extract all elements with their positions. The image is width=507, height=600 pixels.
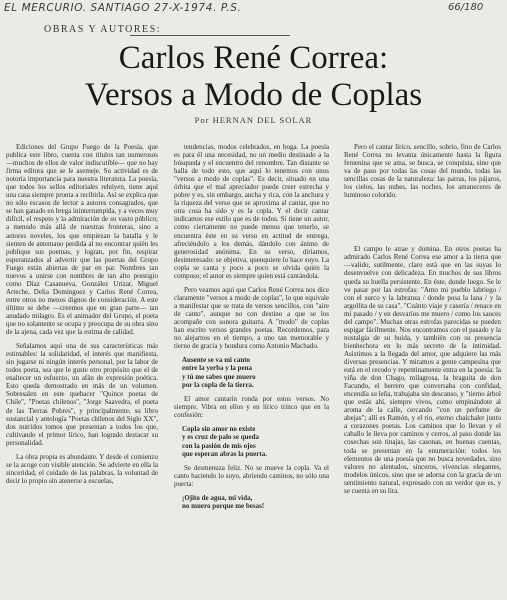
verse-line: con la pasión de mis ojos xyxy=(182,441,256,450)
title-line-2: Versos a Modo de Coplas xyxy=(84,77,423,113)
section-heading: OBRAS Y AUTORES: xyxy=(44,24,161,35)
column-1 xyxy=(6,143,158,491)
verse-line: que esperan abras la puerta. xyxy=(182,449,267,458)
verse-line: por la copla de la tierra. xyxy=(182,380,254,389)
paragraph: El campo le atrae y domina. En otros poetas ha admirado Carlos René Correa ese amor a la tierra que —valido, sutilmente, claro está que en las suyas lo desenvuelve con delicadeza. En muchos de sus libros queda su huella persistente. En éste, donde luego. Se le ve pasar por las estrofas: "Amo mi pueblo labriego / con el surco y la labranza / donde posa la lana / y la argollita de su casa". "Cuánto viaje y casería / renace en mi pasado / y en desvaríos me muero / como los sauces del campo". Muchas otras estrofas parecidas se pueden espigar fácilmente. Nos encontramos con el pasado y la nostalgia de su huida, y también con su presencia bienhechora en lo más secreto de la intimidad. Asistimos a la llegada del amor, que adquiere las más diversas presencias. Y miramos a gente campesina que está en el recodo y repentinamente entra en la poesía: la viña de don Chago, milagrosa, la braguita de don Facundo, el herrero que conversaba con confidad, encendía su leña, trabajaba sin descanso, y "tierno árbol que estás ahí, siempre vivos, como empinándote al aroma de la calle, cercando "con un perfume de abejas"; allí es Ramón, y el rio, eterno chalchaler junto a corazones poetas. Los caminos que lo llevan y el caballo le lleva por caminos y cerros, al paso donde las cosechas son tinajas, las casonas, en buenas cuentas, toda se presentan en la enumeración: todos los elementos de una poesía que no busca novedades, sino valores no alentados, sinceros, vivencias elegantes, modelos únicos, sino que se adorna con la gracia de un sentimiento natural, expresado con un verdor que es, y se cuenta en su lira. xyxy=(344,245,501,495)
column-3 xyxy=(344,143,501,501)
verse-line: y es cruz de palo se queda xyxy=(182,433,259,442)
column-2 xyxy=(174,143,329,516)
paragraph: Señalamos aquí una de sus características más estimables: la solidaridad, el interés que manifiesta, sin jugarse ni ningún interés personal, por la labor de todos poeta, sea que le guste otro propósito que el de enaltecer un esfuerzo, un afán de expresión poética. Esto queda demostrado en más de un volumen. Sobresalen en este quehacer "Quince poetas de Chile", "Poetas chilenos", "Jorge Saavedra, el poeta de las Tierras Pobres", y principalmente, su libro sustancial y antología "Poetas chilenos del Siglo XX", dos nutridos tomos que presentan a todos los que, cultivando el primor lírico, han logrado destacar su personalidad. xyxy=(6,342,158,447)
verse-line: ¡Ojito de agua, mi vida, xyxy=(182,494,253,503)
paragraph: El amor cantarín ronda por estos versos. No siempre. Vibra en ellos y en lírico trinco que en la confesión: xyxy=(174,394,329,420)
verse-line: Copla sin amor no existe xyxy=(182,425,256,434)
verse-block-2 xyxy=(182,425,329,458)
paragraph: Ediciones del Grupo Fuego de la Poesía, que publica este libro, cuenta con títulos tan numerosos —muchos de ellos de valor indiscutible— que no hay firma editora que se le asemeje. Su actividad es de notoria importancia para nuestra literatura. La poesía, que todos los sellos editoriales rehúyen, tiene aquí una casa siempre pronta a recibirla. Así se explica que no sólo escasos de lector a autores consagrados, que se han ganado en brega ininterrumpida, y a veces muy difícil, el respeto y la admiración de su vasto público; a menudo más allá de nuestras fronteras, sino a autores noveles, los que empiezan la batalla y le sienten de antemano perdida al no encontrar quién les publique sus poemas, y logran, por fin, respirar esperanzados al advertir que las puertas del Grupo Fuego están abiertas de par en par. Nombres tan nuevos a unirse con nombres de tan alto prestigio como Díaz Casanueva, González Urízar, Miguel Arteche, Delia Domínguez y Carlos René Correa, entre otros no menos dignos de consideración. A este último se debe —creemos que en gran parte— tan anudado milagro. Es el animador del Grupo, el poeta que no solamente se ocupa y preocupa de su obra sino de la ajena, cada vez que la estima de calidad. xyxy=(6,143,159,337)
paragraph: tendencias, modos celebrados, en boga. La poesía es para él una necesidad, no un medio destinado a la búsqueda y el encuentro del renombre. Tan distante se halla de todo esto, que aquí lo tenemos con unos "versos a modo de coplas". Es decir, situado en una órbita que el mal apreciador puede creer estrecha y pobre y es, sin embargo, ancha y rica, con la anchura y la riqueza del verso que se aproxima al cantar, que no otra cosa ha sido y es la copla. Y el decir cantar indicamos ese estilo que es de todos. Si tiene un autor, como ciertamente no puede menos que tenerlo, se encuentra éste en su verso en actitud de entrega, afreciéndolo a los demás, dándolo con ánimo de generosidad anónima. En su verso, diríamos, desinteresado: se objetiva, quenquiere lo hace suyo. La copla se canta y poco a poco se olvida quién la compuso; el autor es siempre quien está cantándola. xyxy=(174,143,329,280)
handwritten-reference-note: 66/180 xyxy=(448,2,484,13)
verse-line: entre la yerba y la pena xyxy=(182,364,253,373)
paragraph: Pero el cantar lírico, sencillo, sobrio, fino de Carlos René Correa no levanta únicamente hasta la figura femenina que se ama, se busca, se conquista, sino que va de paso por todas las cosas del mundo, todas las sencillas cosas de la naturaleza: las parras, los pájaros, los cielos, las nubes, las noches, los amaneceres de luminoso colorido. xyxy=(344,143,501,200)
paragraph: La obra propia es abundante. Y desde el comienzo se la acoge con visible atención. Se advierte en ella la sinceridad, el cuidado de las palabras, la voluntad de decir lo propio sin atenerse a escuelas, xyxy=(6,452,158,485)
byline: Por HERNAN DEL SOLAR xyxy=(194,115,313,125)
verse-block-1 xyxy=(182,356,329,389)
handwritten-source-note: EL MERCURIO. SANTIAGO 27-X-1974. P.S. xyxy=(4,2,242,14)
title-line-1: Carlos René Correa: xyxy=(118,40,389,76)
section-rule xyxy=(130,35,290,36)
paragraph: Pero veamos aquí que Carlos René Correa nos dice claramente "versos a modo de coplas", lo que equivale a manifestar que se trata de versos sencillos, con "aire de canto", aunque no con destino a que se los acompañe con sonora guitarra. A "modo" de coplas han escrito versos grandes poetas. Recordemos, para no alejarnos en el tiempo, a uno tan memorable y tierno de gracia y hondura como Antonio Machado. xyxy=(174,285,329,351)
verse-block-3 xyxy=(182,494,329,510)
paragraph: Se desmenuza feliz. No se mueve la copla. Va el canto haciendo lo suyo, abriendo caminos, no sólo una puerta: xyxy=(174,463,329,489)
column-gap xyxy=(344,205,501,245)
verse-line: y tú me sabes que muero xyxy=(182,372,256,381)
article-title xyxy=(0,40,507,114)
verse-line: Ausente se va mi canto xyxy=(182,356,251,365)
verse-line: no muero porque me besas! xyxy=(182,502,265,511)
